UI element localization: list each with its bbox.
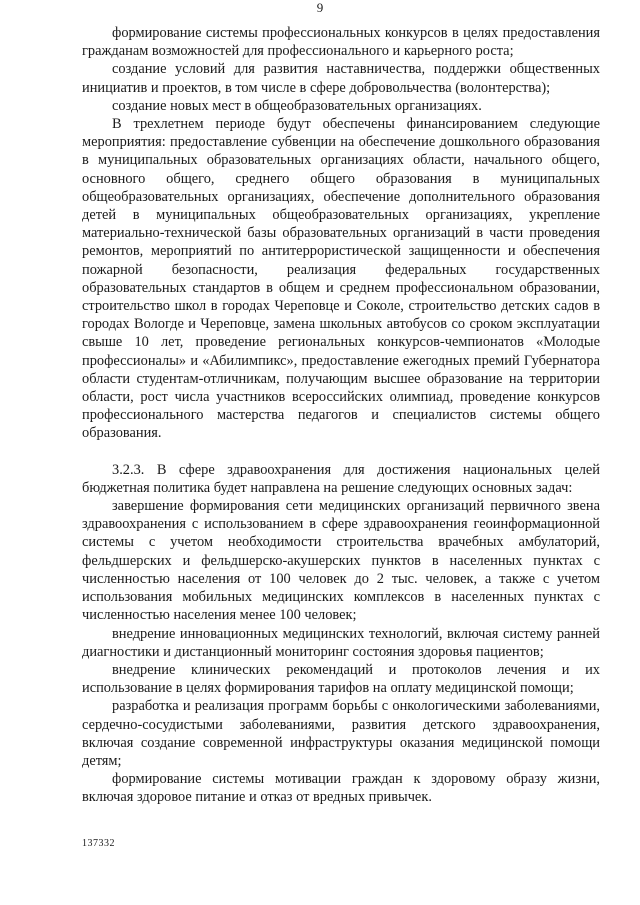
document-code: 137332	[82, 838, 115, 849]
paragraph-healthcare-section: 3.2.3. В сфере здравоохранения для достижения национальных целей бюджетная политика будет направлена на решение следующих основных задач:	[82, 461, 600, 496]
paragraph-innovative-technologies: внедрение инновационных медицинских технологий, включая систему ранней диагностики и дистанционный мониторинг состояния здоровья пациентов;	[82, 625, 600, 660]
paragraph-new-school-places: создание новых мест в общеобразовательных организациях.	[112, 97, 482, 114]
paragraph-disease-programs: разработка и реализация программ борьбы с онкологическими заболеваниями, сердечно-сосудистыми заболеваниями, развития детского здравоохранения, включая создание современной инфраструктуры оказания медицинской помощи детям;	[82, 698, 600, 769]
paragraph-funded-measures: В трехлетнем периоде будут обеспечены финансированием следующие мероприятия: предоставление субвенции на обеспечение дошкольного образования в муниципальных образовательных организациях области, начального общего, основного общего, среднего общего образования в муниципальных общеобразовательных организациях, обеспечение дополнительного образования детей в муниципальных общеобразовательных организациях, укрепление материально-технической базы образовательных организаций в части проведения ремонтов, мероприятий по антитеррористической защищенности и обеспечения пожарной безопасности, реализация федеральных государственных образовательных стандартов в общем и среднем профессиональном образовании, строительство школ в городах Череповце и Соколе, строительство детских садов в городах Вологде и Череповце, замена школьных автобусов со сроком эксплуатации свыше 10 лет, проведение региональных конкурсов-чемпионатов «Молодые профессионалы» и «Абилимпикс», предоставление ежегодных премий Губернатора области студентам-отличникам, получающим высшее образование на территории области, рост числа участников всероссийских олимпиад, проведение конкурсов профессионального мастерства педагогов и специалистов системы общего образования.	[82, 116, 600, 442]
paragraph-clinical-guidelines: внедрение клинических рекомендаций и протоколов лечения и их использование в целях формирования тарифов на оплату медицинской помощи;	[82, 661, 600, 697]
page-number: 9	[316, 0, 324, 15]
paragraph-primary-care-network: завершение формирования сети медицинских организаций первичного звена здравоохранения с использованием в сфере здравоохранения геоинформационной системы с учетом необходимости строительства врачебных амбулаторий, фельдшерских и фельдшерско-акушерских пунктов в населенных пунктах с численностью населения от 100 человек до 2 тыс. человек, а также с учетом использования мобильных медицинских комплексов в населенных пунктах с численностью населения менее 100 человек;	[82, 498, 600, 624]
paragraph-mentoring: создание условий для развития наставничества, поддержки общественных инициатив и проектов, в том числе в сфере добровольчества (волонтерства);	[82, 61, 600, 96]
paragraph-healthy-lifestyle: формирование системы мотивации граждан к здоровому образу жизни, включая здоровое питание и отказ от вредных привычек.	[82, 771, 600, 806]
paragraph-professional-contests: формирование системы профессиональных конкурсов в целях предоставления гражданам возможностей для профессионального и карьерного роста;	[82, 25, 600, 60]
document-body	[82, 24, 600, 807]
